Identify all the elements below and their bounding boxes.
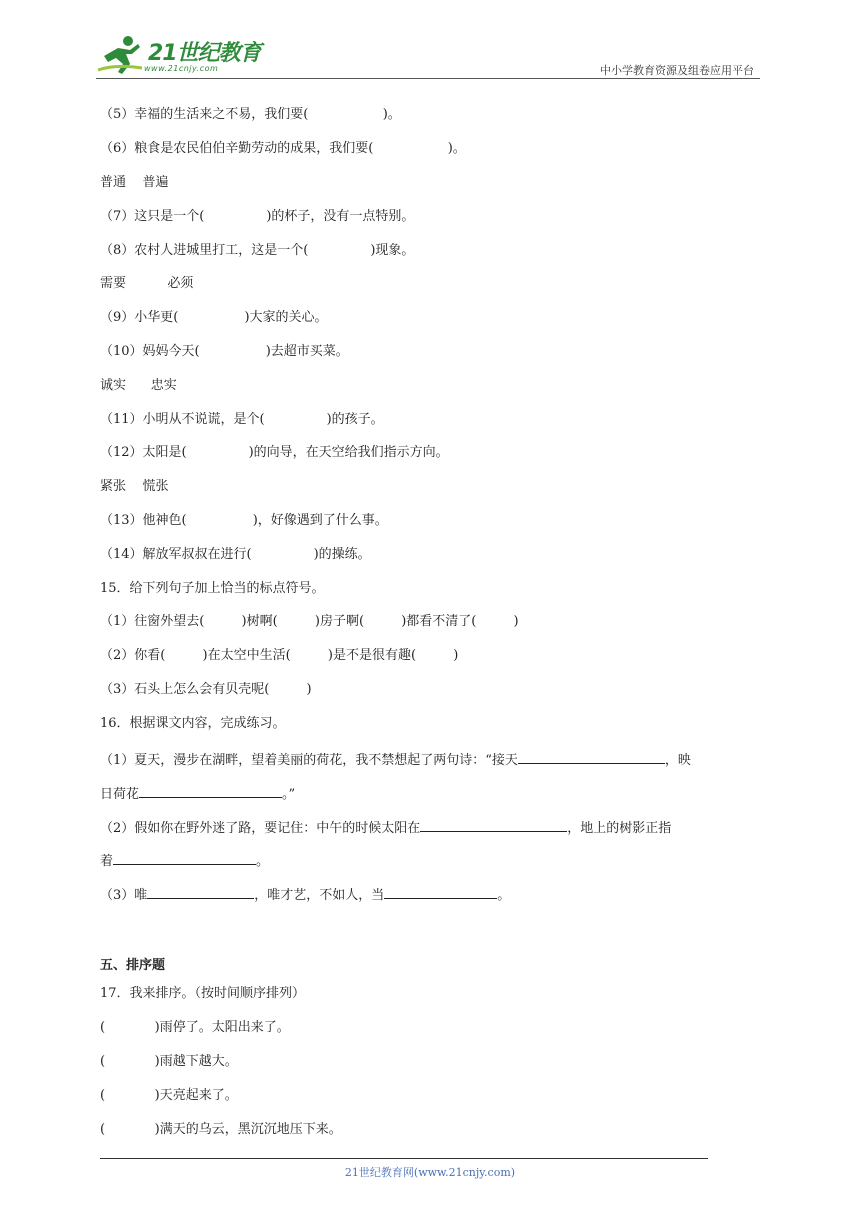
question-9: （9）小华更( )大家的关心。: [100, 310, 328, 325]
question-8: （8）农村人进城里打工，这是一个( )现象。: [100, 243, 415, 258]
recall-3-middle: ，唯才艺，不如人，当: [254, 888, 385, 903]
answer-blank[interactable]: [147, 885, 254, 899]
recall-2-line-1: [100, 818, 671, 837]
footer-divider: [100, 1158, 708, 1159]
word-pair-4: 紧张 慌张: [100, 479, 169, 494]
answer-blank[interactable]: [139, 784, 282, 798]
order-item-4: ( )满天的乌云，黑沉沉地压下来。: [100, 1122, 342, 1137]
question-11: （11）小明从不说谎，是个( )的孩子。: [100, 412, 384, 427]
question-10: （10）妈妈今天( )去超市买菜。: [100, 344, 349, 359]
section-5-heading: 五、排序题: [100, 958, 166, 973]
recall-1-prefix: （1）夏天，漫步在湖畔，望着美丽的荷花，我不禁想起了两句诗：“接天: [100, 753, 518, 768]
question-6: （6）粮食是农民伯伯辛勤劳动的成果，我们要( )。: [100, 141, 466, 156]
question-16-title: 16．根据课文内容，完成练习。: [100, 716, 286, 731]
header-divider: [96, 78, 760, 79]
recall-2-suffix: ，地上的树影正指: [567, 821, 672, 836]
recall-2b-suffix: 。: [256, 854, 270, 869]
runner-logo-icon: [96, 34, 148, 76]
question-7: （7）这只是一个( )的杯子，没有一点特别。: [100, 209, 415, 224]
punctuation-3: （3）石头上怎么会有贝壳呢( ): [100, 682, 312, 697]
recall-2b-prefix: 着: [100, 854, 114, 869]
punctuation-2: （2）你看( )在太空中生活( )是不是很有趣( ): [100, 648, 459, 663]
recall-2-line-2: [100, 851, 269, 870]
word-pair-2: 需要 必须: [100, 276, 194, 291]
answer-blank[interactable]: [420, 818, 567, 832]
logo-text: 21世纪教育: [148, 41, 261, 66]
recall-1-line-2: [100, 784, 295, 803]
question-5: （5）幸福的生活来之不易，我们要( )。: [100, 107, 401, 122]
page-header: [96, 34, 760, 80]
answer-blank[interactable]: [384, 885, 497, 899]
recall-3-suffix: 。: [497, 888, 511, 903]
footer-text: 21世纪教育网(www.21cnjy.com): [344, 1166, 516, 1179]
question-12: （12）太阳是( )的向导，在天空给我们指示方向。: [100, 445, 449, 460]
order-item-2: ( )雨越下越大。: [100, 1054, 238, 1069]
punctuation-1: （1）往窗外望去( )树啊( )房子啊( )都看不清了( ): [100, 614, 519, 629]
order-item-3: ( )天亮起来了。: [100, 1088, 238, 1103]
platform-tagline: 中小学教育资源及组卷应用平台: [600, 64, 754, 77]
question-13: （13）他神色( )，好像遇到了什么事。: [100, 513, 388, 528]
order-item-1: ( )雨停了。太阳出来了。: [100, 1020, 290, 1035]
recall-3-prefix: （3）唯: [100, 888, 148, 903]
recall-3: [100, 885, 510, 904]
logo-url: www.21cnjy.com: [144, 64, 219, 73]
question-17-title: 17．我来排序。（按时间顺序排列）: [100, 986, 306, 1001]
recall-2-prefix: （2）假如你在野外迷了路，要记住：中午的时候太阳在: [100, 821, 421, 836]
question-14: （14）解放军叔叔在进行( )的操练。: [100, 547, 371, 562]
logo: [96, 34, 266, 76]
answer-blank[interactable]: [113, 851, 256, 865]
recall-1-suffix: ，映: [664, 753, 691, 768]
question-15-title: 15．给下列句子加上恰当的标点符号。: [100, 581, 325, 596]
recall-1b-prefix: 日荷花: [100, 787, 140, 802]
recall-1b-suffix: 。”: [282, 787, 296, 802]
word-pair-3: 诚实 忠实: [100, 378, 177, 393]
word-pair-1: 普通 普遍: [100, 175, 169, 190]
recall-1-line-1: [100, 750, 691, 769]
answer-blank[interactable]: [518, 750, 665, 764]
